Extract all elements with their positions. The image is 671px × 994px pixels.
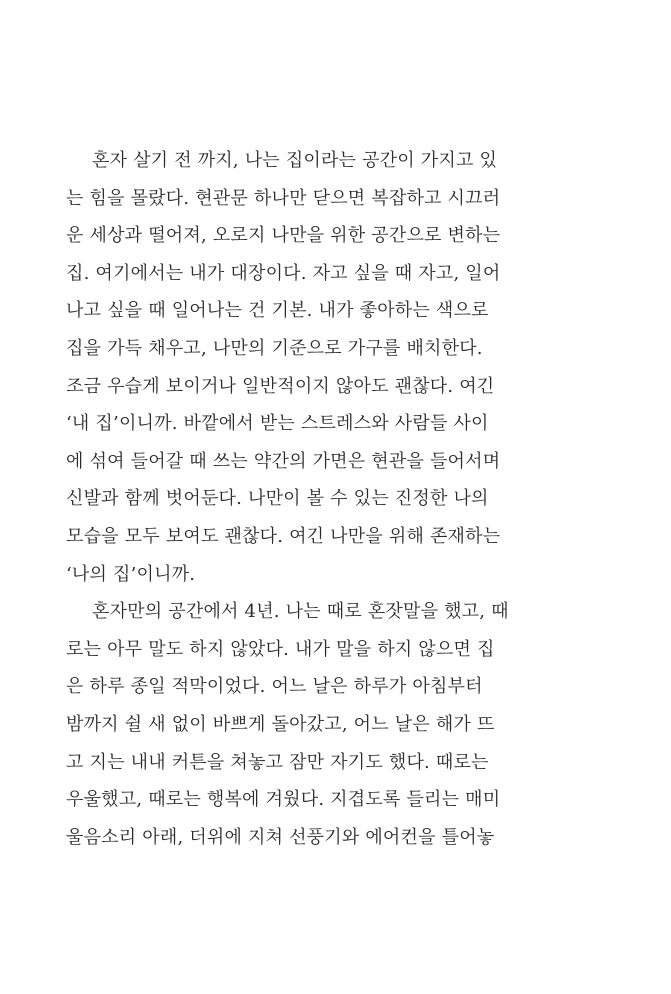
text-line: 울음소리 아래, 더위에 지쳐 선풍기와 에어컨을 틀어놓: [66, 826, 495, 848]
paragraph-1: [66, 142, 614, 593]
text-line: 모습을 모두 보여도 괜찮다. 여긴 나만을 위해 존재하는: [66, 525, 501, 547]
text-line: 에 섞여 들어갈 때 쓰는 약간의 가면은 현관을 들어서며: [66, 450, 501, 472]
text-line: 로는 아무 말도 하지 않았다. 내가 말을 하지 않으면 집: [66, 638, 495, 660]
text-line: 운 세상과 떨어져, 오로지 나만을 위한 공간으로 변하는: [66, 225, 501, 247]
paragraph-2: [66, 593, 614, 856]
text-line: 나고 싶을 때 일어나는 건 기본. 내가 좋아하는 색으로: [66, 300, 489, 322]
text-line: 는 힘을 몰랐다. 현관문 하나만 닫으면 복잡하고 시끄러: [66, 187, 501, 209]
text-line: 신발과 함께 벗어둔다. 나만이 볼 수 있는 진정한 나의: [66, 488, 489, 510]
text-line: 집. 여기에서는 내가 대장이다. 자고 싶을 때 자고, 일어: [66, 262, 501, 284]
text-line: 밤까지 쉴 새 없이 바쁘게 돌아갔고, 어느 날은 해가 뜨: [66, 713, 495, 735]
text-line: 혼자만의 공간에서 4년. 나는 때로 혼잣말을 했고, 때: [92, 601, 509, 623]
text-line: ‘나의 집’이니까.: [66, 563, 196, 585]
text-line: 우울했고, 때로는 행복에 겨웠다. 지겹도록 들리는 매미: [66, 789, 501, 811]
text-line: 혼자 살기 전 까지, 나는 집이라는 공간이 가지고 있: [92, 150, 498, 171]
text-line: 고 지는 내내 커튼을 쳐놓고 잠만 자기도 했다. 때로는: [66, 751, 489, 773]
body-text: [66, 142, 614, 856]
text-line: 조금 우습게 보이거나 일반적이지 않아도 괜찮다. 여긴: [66, 375, 495, 397]
text-line: 집을 가득 채우고, 나만의 기준으로 가구를 배치한다.: [66, 337, 483, 359]
text-line: ‘내 집’이니까. 바깥에서 받는 스트레스와 사람들 사이: [66, 413, 489, 435]
text-line: 은 하루 종일 적막이었다. 어느 날은 하루가 아침부터: [66, 676, 483, 698]
